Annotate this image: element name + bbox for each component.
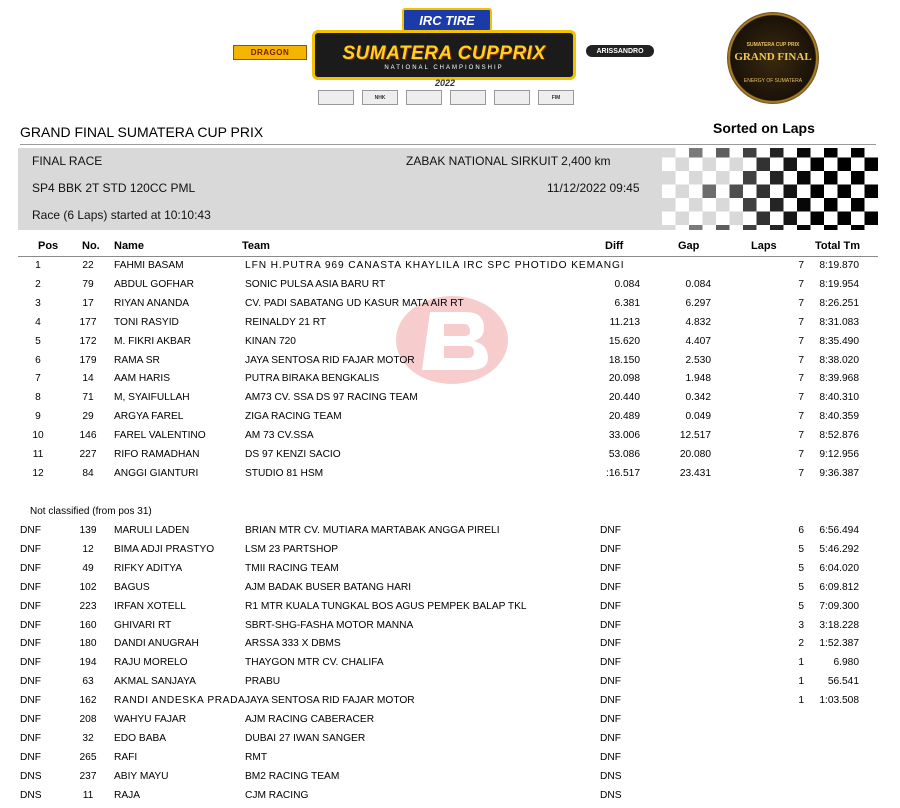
cell-team: KINAN 720: [245, 335, 296, 347]
cell-laps: 2: [798, 638, 804, 650]
irc-tire-logo: IRC TIRE: [402, 8, 492, 32]
cell-team: CJM RACING: [245, 789, 309, 801]
cell-no: 160: [79, 619, 97, 631]
cell-team: ZIGA RACING TEAM: [245, 411, 342, 423]
sponsor-logo: [406, 90, 442, 105]
cell-laps: 7: [798, 335, 804, 347]
race-class: SP4 BBK 2T STD 120CC PML: [32, 181, 196, 195]
cell-gap: 12.517: [679, 430, 711, 442]
cell-no: 12: [82, 543, 94, 555]
cell-name: EDO BABA: [114, 732, 167, 744]
col-diff: Diff: [605, 240, 624, 252]
cell-name: MARULI LADEN: [114, 525, 190, 536]
col-no: No.: [82, 240, 100, 252]
cell-laps: 7: [798, 354, 804, 366]
cell-diff: DNF: [600, 581, 621, 593]
cell-name: RAMA SR: [114, 354, 160, 366]
cell-pos: 7: [35, 373, 41, 385]
cell-team: DS 97 KENZI SACIO: [245, 449, 341, 460]
cell-laps: 7: [798, 278, 804, 290]
cell-laps: 7: [798, 430, 804, 442]
table-row: [18, 258, 878, 276]
cell-diff: 18.150: [608, 354, 640, 366]
table-row: [18, 769, 878, 787]
table-row: [18, 296, 878, 314]
cell-diff: DNF: [600, 732, 621, 744]
cell-total: 9:36.387: [819, 467, 859, 479]
cell-name: FAHMI BASAM: [114, 260, 184, 271]
col-laps: Laps: [751, 240, 777, 252]
cell-no: 49: [82, 562, 94, 574]
cell-laps: 7: [798, 316, 804, 328]
cell-no: 71: [82, 392, 94, 404]
cell-no: 102: [79, 581, 97, 593]
cell-name: GHIVARI RT: [114, 619, 172, 631]
cell-laps: 7: [798, 467, 804, 479]
cell-team: SONIC PULSA ASIA BARU RT: [245, 278, 386, 290]
logo-header: [0, 0, 900, 112]
cell-total: 8:52.876: [819, 430, 859, 442]
cell-total: 6.980: [833, 657, 859, 669]
cell-pos: DNF: [20, 543, 41, 555]
cell-pos: 2: [35, 278, 41, 290]
cell-team: ARSSA 333 X DBMS: [245, 638, 341, 650]
sponsor-logo: NHK: [362, 90, 398, 105]
cell-diff: DNF: [600, 695, 621, 707]
cell-laps: 1: [798, 695, 804, 707]
cell-gap: 4.832: [685, 316, 711, 328]
cell-diff: 20.440: [608, 392, 640, 404]
cell-diff: DNF: [600, 562, 621, 574]
cell-team: AM73 CV. SSA DS 97 RACING TEAM: [245, 392, 418, 404]
cell-diff: 0.084: [614, 278, 640, 290]
cell-pos: 1: [35, 260, 41, 271]
cell-name: M, SYAIFULLAH: [114, 392, 190, 404]
cell-diff: DNF: [600, 657, 621, 669]
arissandro-logo: ARISSANDRO: [586, 45, 654, 57]
cell-name: BIMA ADJI PRASTYO: [114, 543, 215, 555]
cell-total: 5:46.292: [819, 543, 859, 555]
cell-no: 237: [79, 770, 97, 782]
cell-diff: DNF: [600, 714, 621, 725]
cell-pos: DNF: [20, 619, 41, 631]
cell-diff: DNF: [600, 619, 621, 631]
cell-pos: DNF: [20, 714, 41, 725]
cell-team: RMT: [245, 751, 268, 763]
cell-gap: 4.407: [685, 335, 711, 347]
cell-pos: DNF: [20, 638, 41, 650]
cell-name: AKMAL SANJAYA: [114, 676, 196, 688]
cell-laps: 1: [798, 676, 804, 688]
cell-total: 6:09.812: [819, 581, 859, 593]
cell-no: 223: [79, 600, 97, 612]
cell-name: RAJU MORELO: [114, 657, 188, 669]
cell-diff: DNF: [600, 525, 621, 536]
cell-team: LSM 23 PARTSHOP: [245, 543, 339, 555]
cell-name: ABIY MAYU: [114, 770, 169, 782]
cell-total: 8:35.490: [819, 335, 859, 347]
cell-no: 22: [82, 260, 94, 271]
table-row: [18, 750, 878, 768]
table-row: [18, 334, 878, 352]
cell-total: 7:09.300: [819, 600, 859, 612]
cell-name: RIYAN ANANDA: [114, 297, 190, 309]
title-bar: [20, 120, 876, 145]
cell-laps: 7: [798, 297, 804, 309]
cell-total: 8:40.310: [819, 392, 859, 404]
cell-name: RIFO RAMADHAN: [114, 449, 200, 460]
cell-laps: 7: [798, 411, 804, 423]
cell-total: 56.541: [827, 676, 859, 688]
cell-diff: 33.006: [608, 430, 640, 442]
cell-no: 29: [82, 411, 94, 423]
cell-team: JAYA SENTOSA RID FAJAR MOTOR: [245, 354, 415, 366]
cell-name: AAM HARIS: [114, 373, 171, 385]
cell-total: 3:18.228: [819, 619, 859, 631]
cell-pos: DNF: [20, 562, 41, 574]
cell-name: WAHYU FAJAR: [114, 714, 187, 725]
table-row: [18, 390, 878, 408]
sumatera-cupprix-logo: [312, 8, 578, 88]
race-info-panel: [18, 148, 878, 230]
table-row: [18, 466, 878, 484]
cell-team: JAYA SENTOSA RID FAJAR MOTOR: [245, 695, 415, 707]
cell-no: 208: [79, 714, 97, 725]
cell-no: 14: [82, 373, 94, 385]
cell-team: AJM RACING CABERACER: [245, 714, 375, 725]
sort-label: Sorted on Laps: [713, 120, 815, 136]
cell-total: 6:04.020: [819, 562, 859, 574]
cell-laps: 6: [798, 525, 804, 536]
cell-no: 179: [79, 354, 97, 366]
table-row: [18, 409, 878, 427]
cell-pos: DNF: [20, 695, 41, 707]
cell-laps: 5: [798, 600, 804, 612]
banner-subtitle: NATIONAL CHAMPIONSHIP: [384, 65, 504, 71]
cell-gap: 1.948: [685, 373, 711, 385]
cell-no: 63: [82, 676, 94, 688]
sponsor-strip: [318, 90, 574, 104]
banner-year: 2022: [434, 78, 456, 88]
cell-pos: DNF: [20, 732, 41, 744]
cell-total: 8:26.251: [819, 297, 859, 309]
table-row: [18, 731, 878, 749]
table-row: [18, 655, 878, 673]
table-row: [18, 371, 878, 389]
cell-name: TONI RASYID: [114, 316, 179, 328]
cell-diff: 20.489: [608, 411, 640, 423]
cell-pos: DNS: [20, 770, 42, 782]
cell-pos: 4: [35, 316, 41, 328]
cell-total: 8:38.020: [819, 354, 859, 366]
table-row: [18, 693, 878, 711]
cell-laps: 5: [798, 543, 804, 555]
cell-pos: DNS: [20, 789, 42, 801]
cell-total: 9:12.956: [819, 449, 859, 460]
cell-total: 6:56.494: [819, 525, 859, 536]
cell-diff: 20.098: [608, 373, 640, 385]
cell-gap: 2.530: [685, 354, 711, 366]
cell-name: BAGUS: [114, 581, 150, 593]
cell-no: 84: [82, 467, 94, 479]
grand-final-badge: [727, 12, 819, 104]
badge-top-text: SUMATERA CUP PRIX: [746, 42, 800, 48]
cell-no: 180: [79, 638, 97, 650]
table-row: [18, 315, 878, 333]
cell-pos: 8: [35, 392, 41, 404]
cell-total: 8:31.083: [819, 316, 859, 328]
cell-laps: 7: [798, 392, 804, 404]
cell-no: 139: [79, 525, 97, 536]
cell-diff: DNF: [600, 600, 621, 612]
cell-name: ABDUL GOFHAR: [114, 278, 195, 290]
cell-total: 8:19.954: [819, 278, 859, 290]
cell-laps: 3: [798, 619, 804, 631]
cell-name: RAFI: [114, 751, 138, 763]
cell-laps: 7: [798, 449, 804, 460]
checkered-flag-icon: [662, 148, 878, 230]
cell-team: LFN H.PUTRA 969 CANASTA KHAYLILA IRC SPC PHOTIDO KEMANGI: [245, 260, 625, 271]
cell-laps: 5: [798, 581, 804, 593]
cell-pos: 12: [32, 467, 44, 479]
cell-team: STUDIO 81 HSM: [245, 467, 324, 479]
race-datetime: 11/12/2022 09:45: [547, 181, 640, 195]
cell-pos: 6: [35, 354, 41, 366]
cell-name: FAREL VALENTINO: [114, 430, 206, 442]
table-row: [18, 618, 878, 636]
sponsor-logo: [494, 90, 530, 105]
cell-gap: 0.049: [685, 411, 711, 423]
cell-pos: 9: [35, 411, 41, 423]
badge-bottom-text: ENERGY OF SUMATERA: [743, 78, 803, 84]
cell-diff: DNF: [600, 676, 621, 688]
cell-pos: 10: [32, 430, 44, 442]
cell-name: DANDI ANUGRAH: [114, 638, 199, 650]
table-row: [18, 447, 878, 465]
table-row: [18, 636, 878, 654]
cell-no: 227: [79, 449, 97, 460]
cell-laps: 7: [798, 260, 804, 271]
table-row: [18, 599, 878, 617]
cell-pos: DNF: [20, 581, 41, 593]
cell-no: 194: [79, 657, 97, 669]
cell-diff: DNS: [600, 789, 622, 801]
cell-team: TMII RACING TEAM: [245, 562, 339, 574]
badge-main-text: GRAND FINAL: [734, 51, 812, 63]
cell-diff: :16.517: [606, 467, 640, 479]
cell-no: 11: [82, 789, 94, 801]
cell-total: 8:39.968: [819, 373, 859, 385]
cell-team: THAYGON MTR CV. CHALIFA: [245, 657, 384, 669]
cell-team: DUBAI 27 IWAN SANGER: [245, 732, 366, 744]
cell-diff: DNF: [600, 751, 621, 763]
cell-name: M. FIKRI AKBAR: [114, 335, 191, 347]
cell-no: 177: [79, 316, 97, 328]
circuit-name: ZABAK NATIONAL SIRKUIT 2,400 km: [406, 154, 611, 168]
cell-team: REINALDY 21 RT: [245, 316, 327, 328]
cell-diff: 53.086: [608, 449, 640, 460]
cell-total: 8:19.870: [819, 260, 859, 271]
table-row: [18, 561, 878, 579]
cell-pos: 5: [35, 335, 41, 347]
table-row: [18, 712, 878, 730]
cell-gap: 23.431: [679, 467, 711, 479]
cell-no: 17: [82, 297, 94, 309]
cell-name: ARGYA FAREL: [114, 411, 184, 423]
cell-team: PUTRA BIRAKA BENGKALIS: [245, 373, 380, 385]
cell-pos: DNF: [20, 657, 41, 669]
cell-pos: DNF: [20, 600, 41, 612]
cell-no: 79: [82, 278, 94, 290]
table-row: [18, 523, 878, 541]
cell-no: 162: [79, 695, 97, 707]
cell-total: 1:03.508: [819, 695, 859, 707]
cell-diff: 15.620: [608, 335, 640, 347]
race-name: FINAL RACE: [32, 154, 103, 168]
event-title: GRAND FINAL SUMATERA CUP PRIX: [20, 124, 264, 140]
cell-gap: 20.080: [679, 449, 711, 460]
cell-team: BM2 RACING TEAM: [245, 770, 340, 782]
cell-name: IRFAN XOTELL: [114, 600, 186, 612]
cell-name: ANGGI GIANTURI: [114, 467, 199, 479]
cell-team: PRABU: [245, 676, 281, 688]
cell-diff: 11.213: [609, 316, 640, 328]
banner-body: [312, 30, 576, 80]
table-row: [18, 428, 878, 446]
table-row: [18, 580, 878, 598]
cell-diff: DNS: [600, 770, 622, 782]
cell-laps: 7: [798, 373, 804, 385]
cell-no: 172: [79, 335, 97, 347]
results-table-header: [18, 236, 878, 257]
cell-team: CV. PADI SABATANG UD KASUR MATA AIR RT: [245, 297, 464, 309]
cell-no: 265: [79, 751, 97, 763]
cell-name: RANDI ANDESKA PRADA: [114, 695, 246, 707]
race-start: Race (6 Laps) started at 10:10:43: [32, 208, 211, 222]
cell-diff: DNF: [600, 638, 621, 650]
cell-no: 146: [79, 430, 97, 442]
banner-title: SUMATERA CUPPRIX: [342, 43, 546, 64]
cell-diff: 6.381: [614, 297, 640, 309]
cell-team: SBRT-SHG-FASHA MOTOR MANNA: [245, 619, 414, 631]
sponsor-logo: FIM: [538, 90, 574, 105]
cell-team: BRIAN MTR CV. MUTIARA MARTABAK ANGGA PIRELI: [245, 525, 500, 536]
cell-laps: 1: [798, 657, 804, 669]
cell-laps: 5: [798, 562, 804, 574]
cell-pos: 3: [35, 297, 41, 309]
table-row: [18, 353, 878, 371]
col-team: Team: [242, 240, 270, 252]
cell-pos: DNF: [20, 676, 41, 688]
sponsor-logo: [318, 90, 354, 105]
cell-gap: 6.297: [685, 297, 711, 309]
col-name: Name: [114, 240, 144, 252]
cell-total: 8:40.359: [819, 411, 859, 423]
cell-gap: 0.342: [685, 392, 711, 404]
cell-team: R1 MTR KUALA TUNGKAL BOS AGUS PEMPEK BALAP TKL: [245, 600, 527, 612]
table-row: [18, 277, 878, 295]
table-row: [18, 788, 878, 806]
cell-total: 1:52.387: [819, 638, 859, 650]
cell-pos: 11: [32, 449, 44, 460]
cell-gap: 0.084: [685, 278, 711, 290]
table-row: [18, 542, 878, 560]
cell-team: AM 73 CV.SSA: [245, 430, 314, 442]
cell-diff: DNF: [600, 543, 621, 555]
cell-team: AJM BADAK BUSER BATANG HARI: [245, 581, 412, 593]
cell-no: 32: [82, 732, 94, 744]
cell-name: RIFKY ADITYA: [114, 562, 183, 574]
cell-pos: DNF: [20, 751, 41, 763]
sponsor-logo: [450, 90, 486, 105]
cell-pos: DNF: [20, 525, 41, 536]
col-gap: Gap: [678, 240, 700, 252]
not-classified-label: Not classified (from pos 31): [30, 506, 152, 517]
cell-name: RAJA: [114, 789, 141, 801]
table-row: [18, 674, 878, 692]
dragon-logo: DRAGON: [233, 45, 307, 60]
col-total: Total Tm: [815, 240, 861, 252]
col-pos: Pos: [38, 240, 59, 252]
